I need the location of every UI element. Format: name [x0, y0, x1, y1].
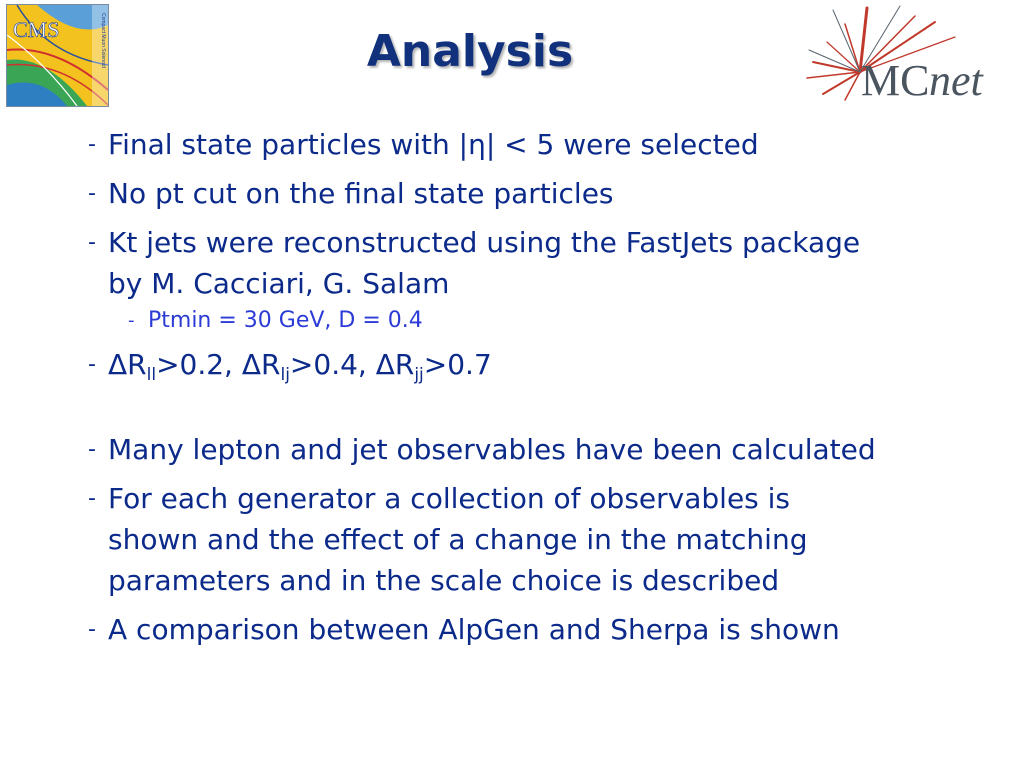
delta-r-lj-subscript: lj	[280, 365, 290, 385]
mcnet-burst-icon	[805, 2, 1020, 107]
bullet-dash: -	[88, 352, 96, 377]
bullet-item	[88, 609, 968, 650]
bullet-item	[88, 124, 968, 165]
bullet-text-line: by M. Cacciari, G. Salam	[108, 267, 450, 300]
bullet-item	[88, 478, 968, 601]
mcnet-logo	[805, 2, 1020, 107]
bullet-text-line: shown and the effect of a change in the matching	[108, 523, 808, 556]
paragraph-spacer	[88, 385, 968, 429]
bullet-text: A comparison between AlpGen and Sherpa is shown	[108, 613, 840, 646]
bullet-text: No pt cut on the final state particles	[108, 177, 614, 210]
cms-logo-vertical-text: Compact Muon Solenoid	[100, 13, 106, 68]
bullet-dash: -	[88, 437, 96, 462]
bullet-dash: -	[88, 230, 96, 255]
mcnet-logo-mc-text: MC	[861, 56, 930, 105]
delta-r-ll: ΔR	[108, 348, 147, 381]
mcnet-logo-net-text: net	[929, 56, 983, 105]
bullet-item	[88, 173, 968, 214]
sub-bullet-dash: -	[128, 310, 135, 331]
bullet-text: Final state particles with |η| < 5 were selected	[108, 128, 759, 161]
delta-r-lj: ΔR	[241, 348, 281, 381]
bullet-dash: -	[88, 181, 96, 206]
bullet-dash: -	[88, 132, 96, 157]
delta-r-jj-subscript: jj	[414, 365, 424, 385]
bullet-item	[88, 429, 968, 470]
sub-bullet-item	[128, 306, 968, 336]
delta-r-lj-cut: >0.4,	[289, 348, 376, 381]
bullet-text: Many lepton and jet observables have been calculated	[108, 433, 876, 466]
bullet-text-line: For each generator a collection of observables is	[108, 482, 791, 515]
bullet-dash: -	[88, 617, 96, 642]
bullet-list	[88, 124, 968, 650]
bullet-item	[88, 222, 968, 304]
delta-r-ll-subscript: ll	[146, 365, 157, 385]
bullet-text-line: Kt jets were reconstructed using the FastJets package	[108, 226, 861, 259]
bullet-dash: -	[88, 486, 96, 511]
sub-bullet-text: Ptmin = 30 GeV, D = 0.4	[148, 308, 423, 333]
bullet-text-line: parameters and in the scale choice is described	[108, 564, 780, 597]
bullet-item	[88, 344, 968, 385]
cms-logo-text: CMS	[13, 17, 60, 42]
slide-title: Analysis	[366, 26, 574, 77]
delta-r-jj: ΔR	[375, 348, 415, 381]
delta-r-ll-cut: >0.2,	[156, 348, 242, 381]
delta-r-jj-cut: >0.7	[423, 348, 492, 381]
